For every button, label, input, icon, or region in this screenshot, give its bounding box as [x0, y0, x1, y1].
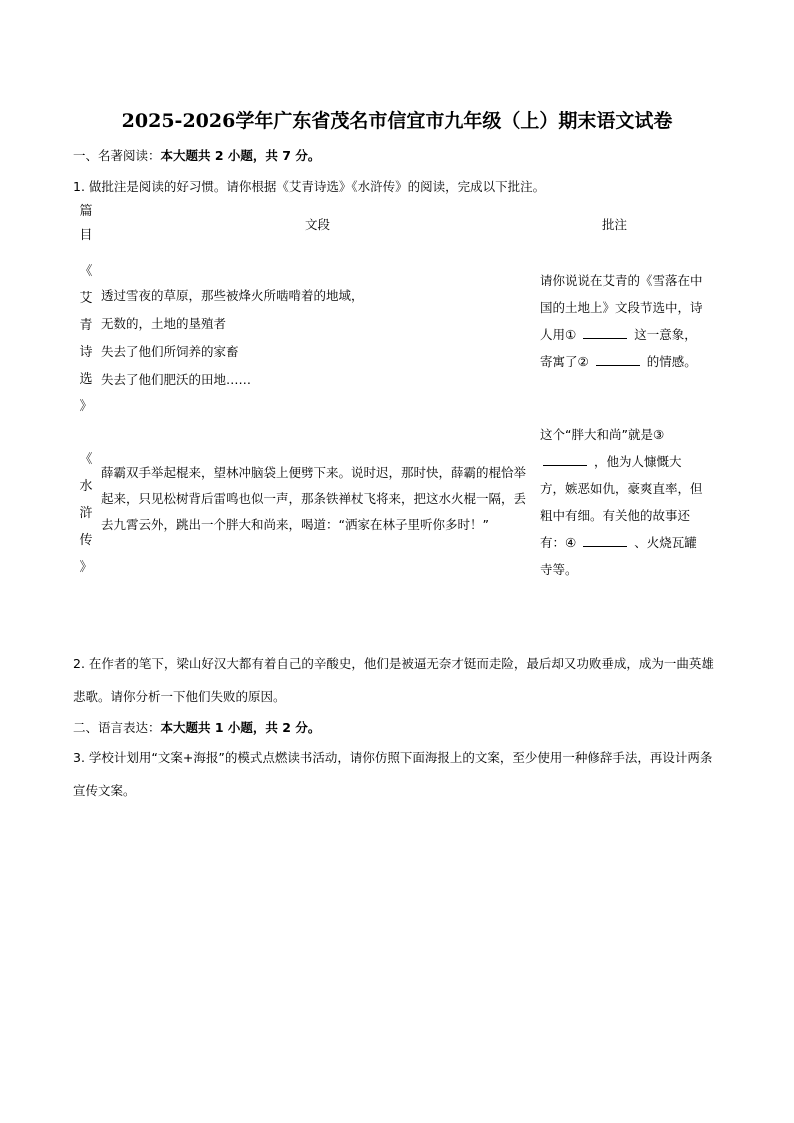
exam-title: 2025-2026学年广东省茂名市信宜市九年级（上）期末语文试卷 [121, 110, 673, 132]
annotation-text: 这个“胖大和尚”就是③ [540, 427, 665, 442]
book-char: 》 [79, 560, 93, 575]
header-char: 目 [79, 228, 93, 243]
header-char: 篇 [79, 204, 93, 219]
book-char: 诗 [79, 345, 93, 360]
answer-blank-1[interactable] [583, 327, 627, 339]
annotation-text: 的情感。 [646, 354, 697, 369]
question1-prompt: 1. 做批注是阅读的好习惯。请你根据《艾青诗选》《水浒传》的阅读，完成以下批注。 [73, 179, 546, 194]
passage-line: 无数的，土地的垦殖者 [101, 316, 227, 331]
annotation-text: 、火烧瓦罐寺等。 [540, 535, 697, 577]
passage-shuihu: 薛霸双手举起棍来，望林冲脑袋上便劈下来。说时迟，那时快，薛霸的棍恰举起来，只见松树背后雷鸣也似一声，那条铁禅杖飞将来，把这水火棍一隔，丢去九霄云外，跳出一个胖大和尚来，喝道：“洒家在林子里听你多时！” [101, 465, 527, 532]
annotation-aiqing [540, 267, 705, 375]
answer-blank-4[interactable] [583, 535, 627, 547]
section1-heading [73, 146, 320, 164]
passage-aiqing [101, 282, 364, 394]
book-char: 》 [79, 399, 93, 414]
book-char: 选 [79, 372, 93, 387]
section1-info: 本大题共 2 小题，共 7 分。 [160, 148, 321, 163]
table-header-passage: 文段 [305, 217, 331, 232]
passage-line: 失去了他们肥沃的田地…… [101, 372, 252, 387]
book-title-aiqing [78, 258, 94, 420]
section2-prefix: 二、语言表达： [73, 720, 161, 735]
answer-blank-3[interactable] [543, 454, 587, 466]
annotation-text: 请你说说在艾青的《雪落在中国的土地上》文段节选中，诗人用① [540, 273, 703, 342]
question2: 2. 在作者的笔下，梁山好汉大都有着自己的辛酸史，他们是被逼无奈才铤而走险，最后却又功败垂成，成为一曲英雄悲歌。请你分析一下他们失败的原因。 [73, 656, 714, 704]
table-header-annotation: 批注 [602, 217, 628, 232]
section1-prefix: 一、名著阅读： [73, 148, 161, 163]
section2-heading [73, 718, 320, 736]
book-char: 艾 [79, 291, 93, 306]
book-char: 《 [79, 264, 93, 279]
table-header-pianmu [78, 200, 94, 248]
annotation-text: ，他为人慷慨大方，嫉恶如仇，豪爽直率，但粗中有细。有关他的故事还有：④ [540, 454, 703, 550]
book-char: 《 [79, 452, 93, 467]
book-title-shuihu [78, 446, 94, 581]
passage-line: 失去了他们所饲养的家畜 [101, 344, 239, 359]
answer-blank-2[interactable] [596, 354, 640, 366]
book-char: 浒 [79, 506, 93, 521]
section2-info: 本大题共 1 小题，共 2 分。 [160, 720, 321, 735]
annotation-shuihu [540, 421, 705, 583]
question3: 3. 学校计划用“文案+海报”的模式点燃读书活动，请你仿照下面海报上的文案，至少使用一种修辞手法，再设计两条宣传文案。 [73, 750, 713, 798]
book-char: 传 [79, 533, 93, 548]
annotation-text: 这一意象，寄寓了② [540, 327, 697, 369]
book-char: 水 [79, 479, 93, 494]
book-char: 青 [79, 318, 93, 333]
passage-line: 透过雪夜的草原，那些被烽火所啮啃着的地域， [101, 288, 364, 303]
